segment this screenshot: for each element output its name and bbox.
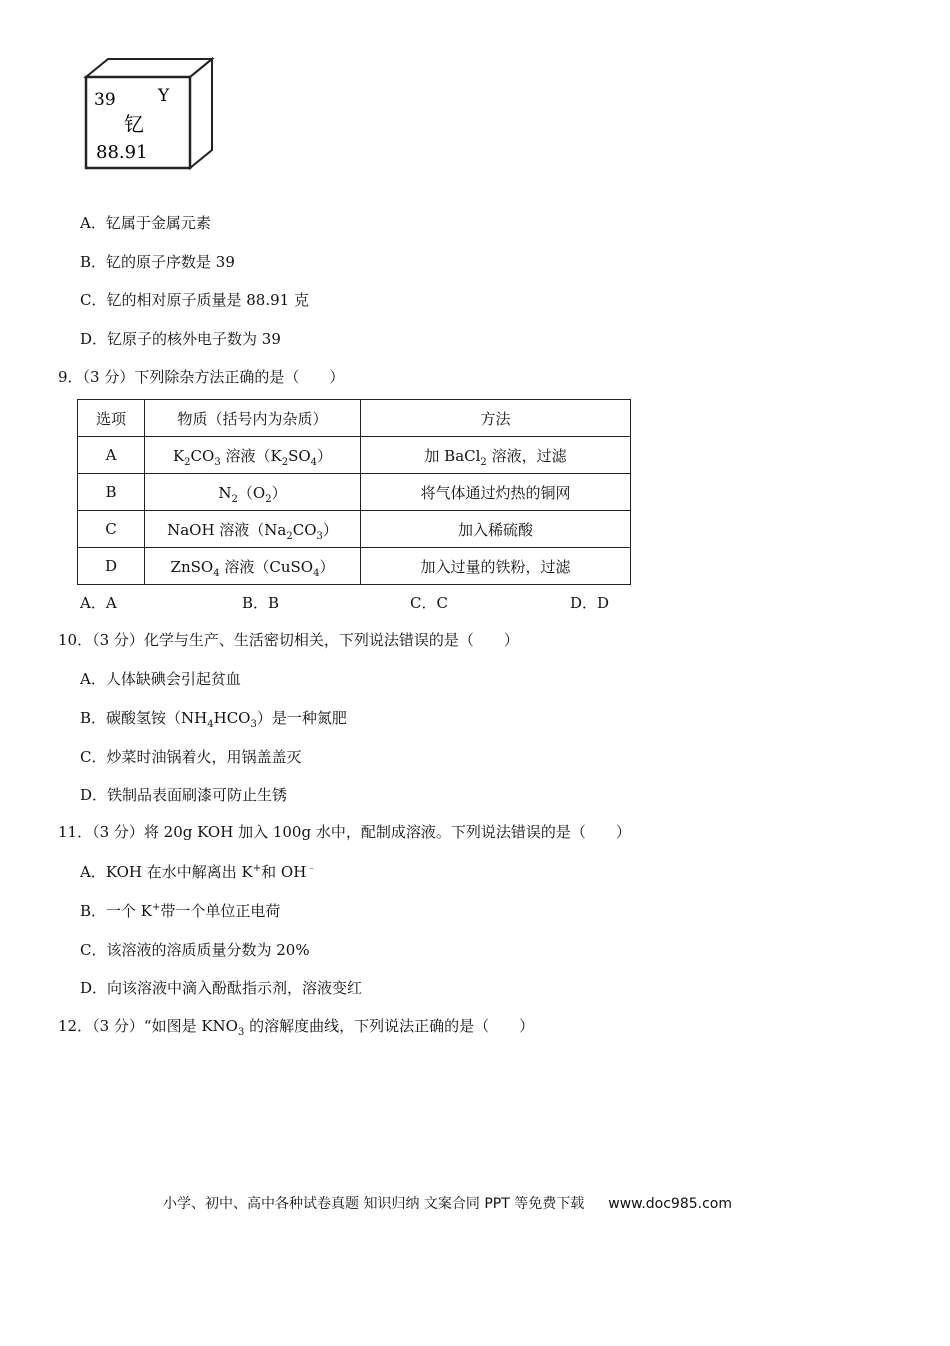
q10-option-c: C．炒菜时油锅着火，用锅盖盖灭: [80, 748, 302, 766]
row-substance: $K_2CO_3$ 溶液$(K_2SO_4)$: [145, 437, 361, 474]
table-row: [78, 437, 631, 474]
row-method: 加入过量的铁粉，过滤: [361, 548, 631, 585]
q10-option-a: A．人体缺碘会引起贫血: [80, 670, 241, 688]
q9-choice-d: D．D: [570, 594, 610, 612]
table-header-row: [78, 400, 631, 437]
element-symbol: Y: [158, 86, 170, 106]
row-option: A: [78, 437, 145, 474]
header-option: 选项: [78, 400, 145, 437]
element-mass: 88.91: [96, 142, 148, 163]
footer-text: 小学、初中、高中各种试卷真题 知识归纳 文案合同 PPT 等免费下载: [163, 1196, 585, 1212]
q11-stem: 11．（3 分）将 20g KOH 加入 100g 水中，配制成溶液。下列说法错误的是（ ）: [58, 823, 631, 841]
page-footer: [163, 1193, 732, 1213]
row-method: 加入稀硫酸: [361, 511, 631, 548]
q9-choice-b: B．B: [242, 594, 280, 612]
table-row: [78, 548, 631, 585]
q9-choice-a: A．A: [80, 594, 117, 612]
q11-option-c: C．该溶液的溶质质量分数为 20%: [80, 941, 310, 959]
q9-table: [77, 399, 631, 585]
element-yttrium-box: [80, 55, 220, 175]
q8-option-a: A．钇属于金属元素: [80, 214, 211, 232]
q8-option-b: B．钇的原子序数是 39: [80, 253, 235, 271]
q10-option-b: B．碳酸氢铵$(NH_4HCO_3)$是一种氮肥: [80, 709, 347, 730]
row-method: 将气体通过灼热的铜网: [361, 474, 631, 511]
element-name: 钇: [124, 112, 144, 136]
row-method: 加 BaCl$_2$ 溶液，过滤: [361, 437, 631, 474]
q12-stem: 12．（3 分）“如图是 $KNO_3$ 的溶解度曲线，下列说法正确的是（ ）: [58, 1017, 535, 1038]
q8-option-c: C．钇的相对原子质量是 88.91 克: [80, 291, 309, 309]
q11-option-d: D．向该溶液中滴入酚酞指示剂，溶液变红: [80, 979, 363, 997]
row-option: D: [78, 548, 145, 585]
row-substance: $N_2(O_2)$: [145, 474, 361, 511]
table-row: [78, 511, 631, 548]
q11-option-a: A．KOH 在水中解离出 K+和 OH﹣: [80, 863, 317, 881]
header-substance: 物质（括号内为杂质）: [145, 400, 361, 437]
element-number: 39: [94, 90, 116, 110]
q11-option-b: B．一个 K+带一个单位正电荷: [80, 902, 281, 920]
row-option: C: [78, 511, 145, 548]
q9-choice-c: C．C: [410, 594, 448, 612]
q8-option-d: D．钇原子的核外电子数为 39: [80, 330, 281, 348]
row-substance: NaOH 溶液$(Na_2CO_3)$: [145, 511, 361, 548]
footer-site-link[interactable]: www.doc985.com: [608, 1196, 732, 1212]
q10-stem: 10．（3 分）化学与生产、生活密切相关，下列说法错误的是（ ）: [58, 631, 519, 649]
row-substance: ZnSO$_4$ 溶液（CuSO$_4$）: [145, 548, 361, 585]
q10-option-d: D．铁制品表面刷漆可防止生锈: [80, 786, 288, 804]
q9-stem: 9．（3 分）下列除杂方法正确的是（ ）: [58, 368, 345, 386]
row-option: B: [78, 474, 145, 511]
header-method: 方法: [361, 400, 631, 437]
table-row: [78, 474, 631, 511]
